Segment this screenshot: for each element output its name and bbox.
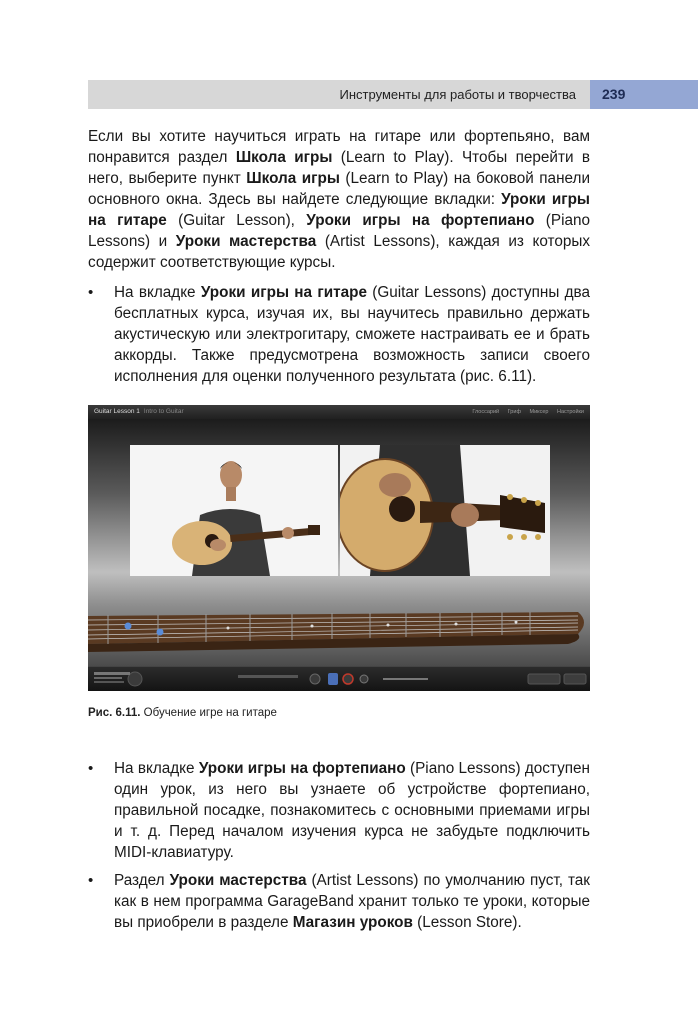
term-learn-to-play: Школа игры	[235, 149, 333, 166]
figure-caption	[88, 707, 277, 719]
virtual-fretboard	[88, 604, 590, 654]
toolbar-item: Настройки	[557, 409, 584, 415]
bullet-text	[114, 282, 590, 387]
video-panel-closeup	[340, 445, 550, 576]
bullet-marker: •	[88, 284, 94, 301]
page-number: 239	[602, 86, 626, 102]
text-run: (Artist Lessons), каждая из которых содержит соответствующие курсы.	[88, 233, 590, 271]
text-run: (Guitar Lesson),	[166, 212, 307, 229]
text-run: Раздел	[114, 872, 170, 889]
text-run: (Learn to Play) на боковой панели основного окна. Здесь вы найдете следующие вкладки:	[88, 170, 590, 208]
text-run: (Artist Lessons) по умолчанию пуст, так как в нем программа GarageBand хранит только те уроки, которые вы приобрели в разделе	[114, 872, 590, 931]
term-artist-lessons: Уроки мастерства	[169, 872, 307, 889]
term-artist-lessons: Уроки мастерства	[175, 233, 317, 250]
transport-controls-bar	[88, 666, 590, 691]
running-header	[88, 80, 590, 109]
bullet-marker: •	[88, 760, 94, 777]
term-guitar-lessons: Уроки игры на гитаре	[200, 284, 367, 301]
bullet-marker: •	[88, 872, 94, 889]
toolbar-item: Глоссарий	[472, 409, 500, 415]
lesson-subtitle: Intro to Guitar	[143, 408, 184, 415]
transport-controls	[88, 667, 590, 691]
bullet-guitar-lessons	[88, 282, 590, 387]
caption-text: Обучение игре на гитаре	[140, 707, 277, 719]
caption-label: Рис. 6.11.	[88, 707, 141, 719]
text-run: (Piano Lessons) доступен один урок, из него вы узнаете об устройстве фортепиано, правильной посадке, познакомитесь с основными приемами игры и т. д. Перед началом изучения курса не забудьте подключить MIDI-клавиатуру.	[114, 760, 591, 861]
toolbar-item: Миксер	[529, 409, 549, 415]
bullet-text	[114, 870, 590, 933]
bullet-text	[114, 758, 590, 863]
bullet-piano-lessons	[88, 758, 590, 863]
intro-paragraph	[88, 126, 590, 273]
text-run: Если вы хотите научиться играть на гитаре или фортепьяно, вам понравится раздел	[88, 128, 590, 166]
term-piano-lessons: Уроки игры на фортепиано	[306, 212, 535, 229]
lesson-stage	[88, 419, 590, 666]
page-number-tab	[590, 80, 698, 109]
text-run: (Piano Lessons) и	[88, 212, 591, 250]
text-run: На вкладке	[114, 284, 201, 301]
term-lesson-store: Магазин уроков	[292, 914, 413, 931]
text-run: (Lesson Store).	[412, 914, 522, 931]
figure-window-title	[94, 405, 184, 419]
term-guitar-lessons: Уроки игры на гитаре	[88, 191, 590, 229]
lesson-title: Guitar Lesson 1	[94, 408, 140, 415]
text-run: (Guitar Lessons) доступны два бесплатных курса, изучая их, вы научитесь правильно держать акустическую или электрогитару, сможете настраивать ее и брать аккорды. Также предусмотрена возможность записи своего исполнения для оценки полученного результата (рис. 6.11).	[114, 284, 590, 385]
running-header-title: Инструменты для работы и творчества	[339, 87, 576, 102]
term-piano-lessons: Уроки игры на фортепиано	[198, 760, 406, 777]
teacher-with-guitar-illustration	[130, 445, 338, 576]
figure-guitar-lesson-screenshot	[88, 405, 590, 691]
text-run: На вкладке	[114, 760, 199, 777]
toolbar-item: Гриф	[507, 409, 521, 415]
text-run: (Learn to Play). Чтобы перейти в него, выберите пункт	[88, 149, 591, 187]
bullet-artist-lessons	[88, 870, 590, 933]
figure-toolbar	[465, 405, 584, 419]
video-panel-teacher	[130, 445, 338, 576]
closeup-hands-guitar-illustration	[340, 445, 550, 576]
figure-window-titlebar	[88, 405, 590, 419]
term-learn-to-play: Школа игры	[246, 170, 340, 187]
